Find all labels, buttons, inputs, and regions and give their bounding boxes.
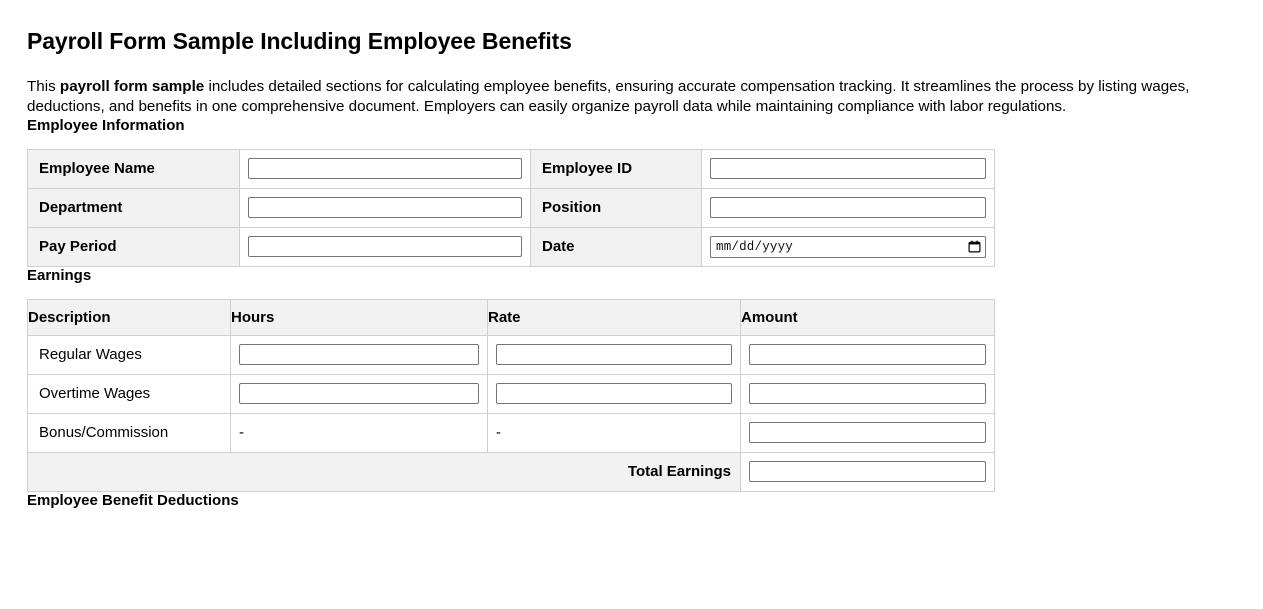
overtime-wages-amount-input[interactable] [749,383,986,404]
overtime-wages-hours-cell [231,374,488,413]
employee-id-cell [702,149,995,188]
overtime-wages-hours-input[interactable] [239,383,479,404]
regular-wages-rate-input[interactable] [496,344,732,365]
regular-wages-amount-input[interactable] [749,344,986,365]
pay-period-label: Pay Period [28,227,240,266]
earnings-row-label: Bonus/Commission [28,413,231,452]
column-header-amount: Amount [741,299,995,335]
table-row [28,335,995,374]
date-input[interactable] [710,236,986,258]
table-row [28,374,995,413]
department-cell [240,188,531,227]
earnings-row-label: Overtime Wages [28,374,231,413]
column-header-rate: Rate [488,299,741,335]
position-input[interactable] [710,197,986,218]
page-title: Payroll Form Sample Including Employee Benefits [27,28,572,54]
date-cell [702,227,995,266]
table-row [28,413,995,452]
regular-wages-rate-cell [488,335,741,374]
department-label: Department [28,188,240,227]
intro-emphasis: payroll form sample [59,77,205,95]
date-placeholder-text: mm/dd/yyyy [716,239,794,254]
intro-text-after: includes detailed sections for calculating employee benefits, ensuring accurate compensation tracking. It streamlines the process by listing wages, deductions, and benefits in one comprehensive document. Employers can easily organize payroll data while maintaining compliance with labor regulations. [27,77,1190,115]
calendar-icon[interactable] [968,240,981,253]
earnings-row-label: Regular Wages [28,335,231,374]
overtime-wages-amount-cell [741,374,995,413]
table-header-row [28,299,995,335]
total-earnings-input[interactable] [749,461,986,482]
total-earnings-label: Total Earnings [28,452,741,491]
regular-wages-hours-cell [231,335,488,374]
section-heading-employee-information: Employee Information [27,116,185,134]
overtime-wages-rate-cell [488,374,741,413]
date-label: Date [531,227,702,266]
overtime-wages-rate-input[interactable] [496,383,732,404]
employee-id-input[interactable] [710,158,986,179]
table-row [28,188,995,227]
position-cell [702,188,995,227]
pay-period-input[interactable] [248,236,522,257]
regular-wages-hours-input[interactable] [239,344,479,365]
bonus-commission-hours-value: - [231,413,488,452]
employee-name-label: Employee Name [28,149,240,188]
table-row [28,149,995,188]
department-input[interactable] [248,197,522,218]
position-label: Position [531,188,702,227]
section-heading-earnings: Earnings [27,266,92,284]
earnings-table [27,299,995,492]
intro-text-before: This [27,77,60,95]
employee-id-label: Employee ID [531,149,702,188]
section-heading-employee-benefit-deductions: Employee Benefit Deductions [27,491,239,509]
employee-name-cell [240,149,531,188]
employee-information-table [27,149,995,267]
column-header-description: Description [28,299,231,335]
bonus-commission-amount-cell [741,413,995,452]
column-header-hours: Hours [231,299,488,335]
employee-name-input[interactable] [248,158,522,179]
table-row [28,227,995,266]
regular-wages-amount-cell [741,335,995,374]
pay-period-cell [240,227,531,266]
intro-paragraph [27,77,1199,117]
total-earnings-row [28,452,995,491]
bonus-commission-amount-input[interactable] [749,422,986,443]
total-earnings-cell [741,452,995,491]
bonus-commission-rate-value: - [488,413,741,452]
